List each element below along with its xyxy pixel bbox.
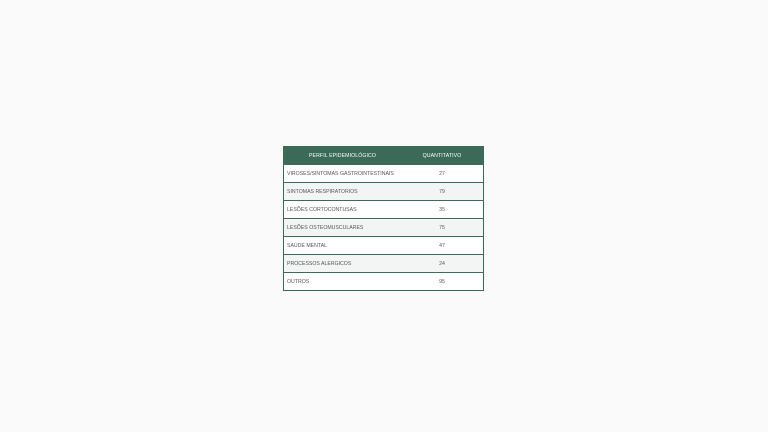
table-row [284,255,483,273]
row-label: SAÚDE MENTAL [287,242,327,249]
row-value: 24 [439,260,445,267]
row-value: 79 [439,188,445,195]
table-row [284,183,483,201]
row-label: PROCESSOS ALERGICOS [287,260,352,267]
table-row [284,201,483,219]
row-label: SINTOMAS RESPIRATORIOS [287,188,358,195]
row-label: LESÕES OSTEOMUSCULARES [287,224,364,231]
epidemiological-profile-table [283,146,484,291]
header-quantitativo: QUANTITATIVO [422,152,462,159]
row-label: OUTROS [287,278,310,285]
row-value: 75 [439,224,445,231]
data-table [284,147,483,290]
row-label: VIROSES/SINTOMAS GASTROINTESTINAIS [287,170,394,177]
table-row [284,219,483,237]
row-value: 47 [439,242,445,249]
header-row [284,147,483,165]
table-header [284,147,483,165]
row-label: LESÕES CORTOCONTUSAS [287,206,357,213]
table-row [284,273,483,291]
table-row [284,165,483,183]
row-value: 35 [439,206,445,213]
table-row [284,237,483,255]
row-value: 27 [439,170,445,177]
table-body [284,165,483,291]
row-value: 95 [439,278,445,285]
header-perfil-epidemiologico: PERFIL EPIDEMIOLÓGICO [308,152,377,159]
